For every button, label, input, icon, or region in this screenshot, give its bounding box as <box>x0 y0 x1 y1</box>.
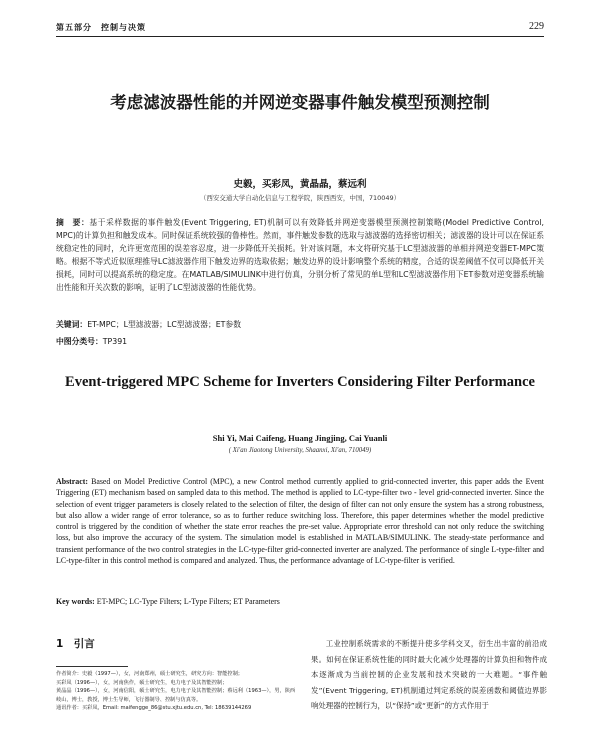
footnote-line: 作者简介：史毅（1997—），女，河南郑州，硕士研究生，研究方向：智能控制； <box>56 671 243 677</box>
classification-value: TP391 <box>102 337 128 346</box>
running-header <box>56 19 544 37</box>
chinese-keywords <box>56 319 544 330</box>
chinese-abstract-label: 摘 要： <box>56 218 90 227</box>
chinese-keywords-text: ET-MPC；L型滤波器；LC型滤波器；ET参数 <box>87 320 242 329</box>
chinese-keywords-label: 关键词： <box>56 320 88 329</box>
introduction-heading: 1 引言 <box>56 638 95 650</box>
english-title: Event-triggered MPC Scheme for Inverters Considering Filter Performance <box>65 374 535 390</box>
english-keywords-text: ET-MPC; LC-Type Filters; L-Type Filters; ET Parameters <box>96 597 280 606</box>
english-abstract <box>56 476 544 566</box>
footnotes <box>56 670 300 713</box>
chinese-affiliation: （西安交通大学自动化信息与工程学院，陕西西安，中国，710049） <box>199 194 401 202</box>
english-authors: Shi Yi, Mai Caifeng, Huang Jingjing, Cai Yuanli <box>212 433 388 443</box>
section-label: 第五部分 控制与决策 <box>56 23 146 32</box>
chinese-abstract <box>56 216 544 294</box>
classification-number <box>56 336 544 347</box>
page-number: 229 <box>529 21 544 32</box>
chinese-title: 考虑滤波器性能的并网逆变器事件触发模型预测控制 <box>110 93 490 112</box>
footnote-line: 黄晶晶（1996—），女，河南信阳，硕士研究生，电力电子及其智能控制；蔡远利（1963—），男，陕西岐山，博士，教授，博士生导师，飞行器制导、控制与仿真等。 <box>56 688 296 703</box>
chinese-abstract-text: 基于采样数据的事件触发(Event Triggering, ET)机制可以有效降低并网逆变器模型预测控制策略(Model Predictive Control, MPC)的计算负担和触发成本。同时保证系统较强的鲁棒性。然而，事件触发参数的选取与滤波器的选择密切相关；滤波器的设计可以在保证系统稳定性的同时，允许更宽范围的误差容忍度，进一步降低开关损耗。针对该问题，本文将研究基于LC型滤波器的单相并网逆变器ET-MPC策略。根据不等式近似原理推导LC滤波器作用下触发边界的选取依据；触发边界的设计影响整个系统的精度，合适的误差阈值不仅可以降低开关损耗，同时可以提高系统的稳定度。在MATLAB/SIMULINK中进行仿真，分别分析了常见的单L型和LC型滤波器作用下ET参数对逆变器系统输出性能和开关次数的影响，证明了LC型滤波器的性能优势。 <box>56 218 544 292</box>
footnote-line: 通讯作者：买彩凤，Email: maifengge_86@stu.xjtu.edu.cn, Tel: 18639144269 <box>56 705 252 712</box>
english-keywords-label: Key words: <box>56 597 95 606</box>
classification-label: 中图分类号： <box>56 337 103 346</box>
chinese-authors: 史毅，买彩凤，黄晶晶，蔡远利 <box>233 179 367 190</box>
english-keywords <box>56 597 544 606</box>
footnote-divider <box>56 666 128 667</box>
introduction-body: 工业控制系统需求的不断提升使多学科交叉，衍生出丰富的前沿成果。如何在保证系统性能的同时最大化减少处理器的计算负担和物件成本逐渐成为当前控制的企业发展和技术突破的一大难题。“事件触发”(Event Triggering, ET)机制通过判定系统的误差函数和阈值边界影响处理器的控制行为，以“保持”或“更新”的方式作用于 <box>311 639 547 711</box>
english-abstract-text: Based on Model Predictive Control (MPC), a new Control method currently applied to grid-connected inverter, this paper adds the Event Triggering (ET) mechanism based on sampled data to this method. The method is applied to LC-type-filter two - level grid-connected inverter. Since the selection of event trigger parameters is closely related to the selection of filter, the design of filter can not only ensure the system has a strong robustness, but also allow a wider range of error tolerance, so as to further reduce switching loss. Therefore, this paper determines whether the model predictive control is triggered by the condition of whether the state error reaches the pre-set value. Appropriate error threshold can not only reduce the switching loss, but also improve the accuracy of the system. The simulation model is established in MATLAB/SIMULINK. The steady-state performance and transient performance of the two control strategies in the LC-type-filter grid-connected inverter are analyzed. The performance of single L-type-filter and LC-type-filter in this control method is compared and analyzed. Thus, the performance advantage of LC-type-filter is verified. <box>56 477 544 566</box>
english-affiliation: ( Xi'an Jiaotong University, Shaanxi, Xi'an, 710049) <box>228 447 372 454</box>
english-abstract-label: Abstract: <box>56 477 88 486</box>
footnote-line: 买彩凤（1996—），女，河南焦作，硕士研究生，电力电子及其智能控制； <box>56 679 228 686</box>
